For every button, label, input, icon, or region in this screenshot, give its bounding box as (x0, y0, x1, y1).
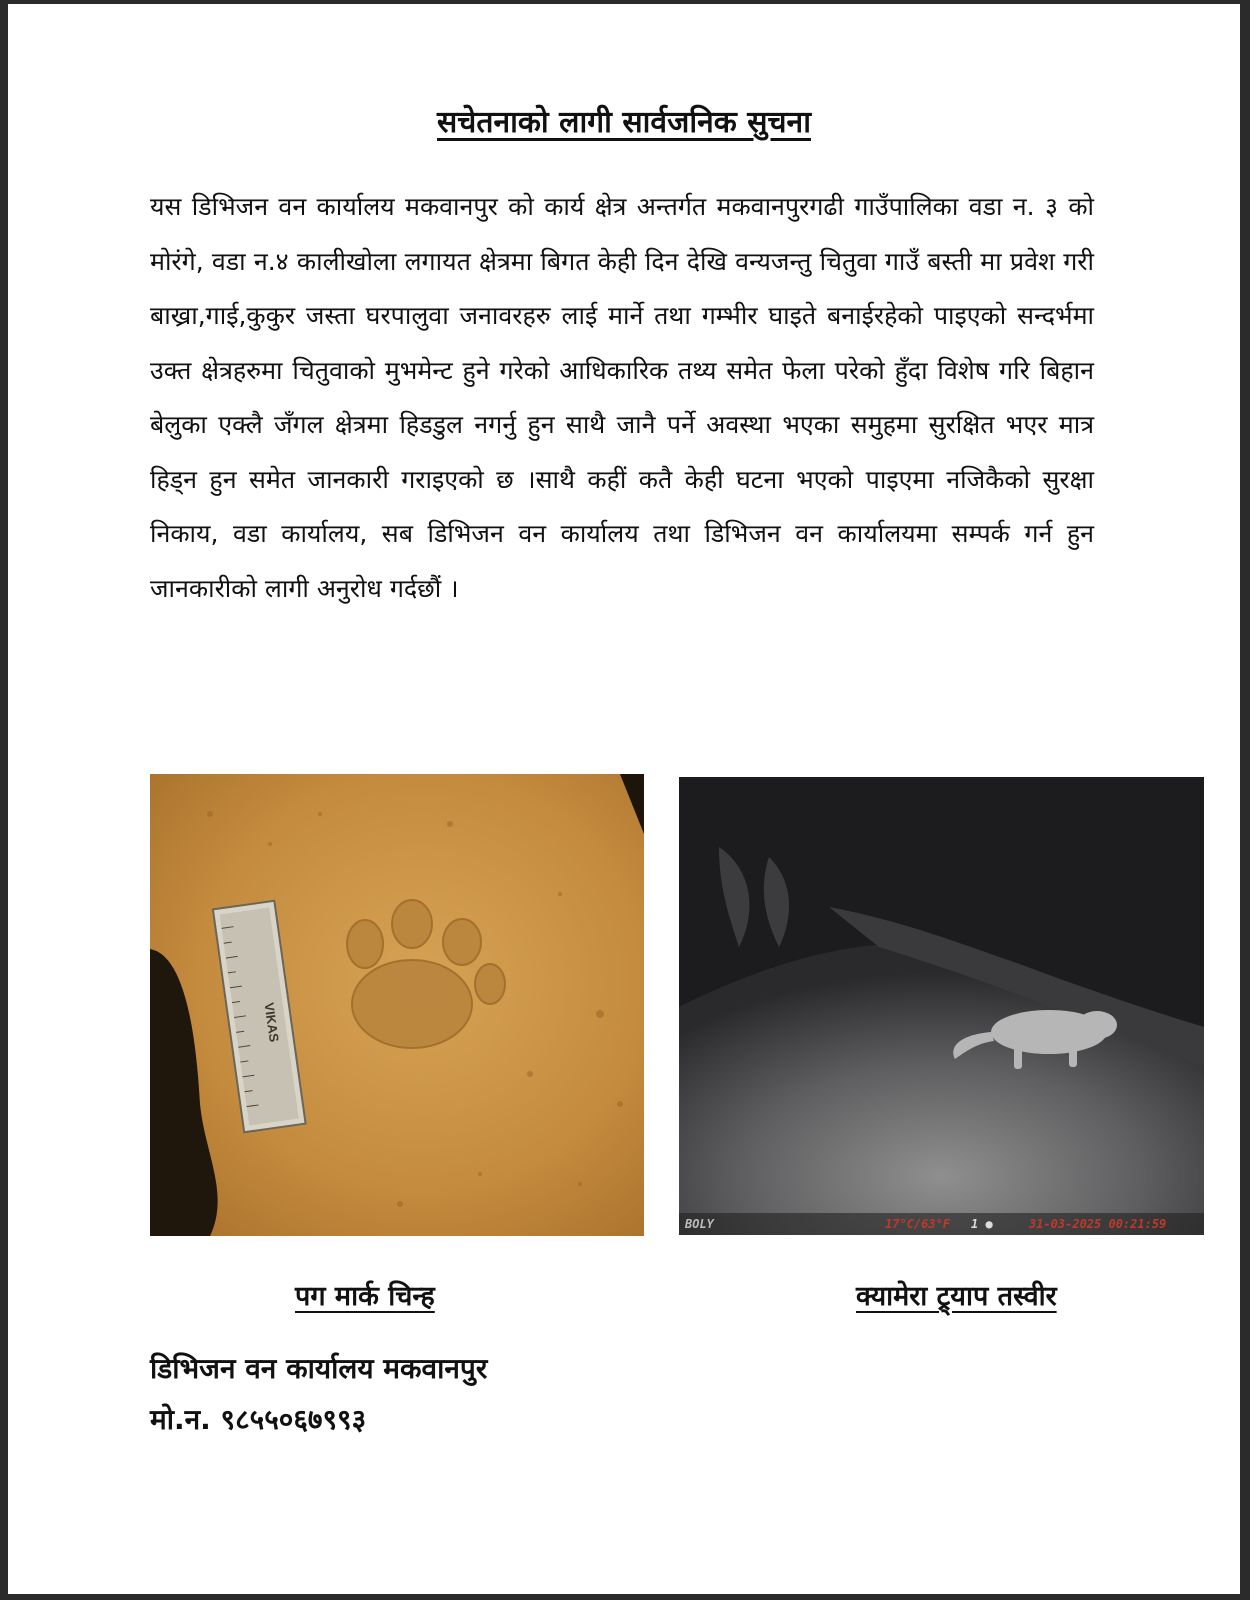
camera-timestamp: 31-03-2025 00:21:59 (1029, 1217, 1167, 1231)
phone-number: मो.न. ९८५५०६७९९३ (150, 1403, 367, 1436)
notice-page (8, 4, 1240, 1594)
camera-trap-image (679, 777, 1204, 1235)
notice-title: सचेतनाको लागी सार्वजनिक सुचना (437, 105, 811, 140)
notice-body: यस डिभिजन वन कार्यालय मकवानपुर को कार्य क्षेत्र अन्तर्गत मकवानपुरगढी गाउँपालिका वडा न. ३ को मोरंगे, वडा न.४ कालीखोला लगायत क्षेत्रमा बिगत केही दिन देखि वन्यजन्तु चितुवा गाउँ बस्ती मा प्रवेश गरी बाख्रा,गाई,कुकुर जस्ता घरपालुवा जनावरहरु लाई मार्ने तथा गम्भीर घाइते बनाईरहेको पाइएको सन्दर्भमा उक्त क्षेत्रहरुमा चितुवाको मुभमेन्ट हुने गरेको आधिकारिक तथ्य समेत फेला परेको हुँदा विशेष गरि बिहान बेलुका एक्लै जँगल क्षेत्रमा हिडडुल नगर्नु हुन साथै जानै पर्ने अवस्था भएका समुहमा सुरक्षित भएर मात्र हिड्न हुन समेत जानकारी गराइएको छ ।साथै कहीं कतै केही घटना भएको पाइएमा नजिकैको सुरक्षा निकाय, वडा कार्यालय, सब डिभिजन वन कार्यालय तथा डिभिजन वन कार्यालयमा सम्पर्क गर्न हुन जानकारीको लागी अनुरोध गर्दछौं । (150, 192, 1094, 603)
camera-brand: BOLY (685, 1217, 714, 1231)
office-name: डिभिजन वन कार्यालय मकवानपुर (150, 1352, 488, 1385)
camera-moon-icon: 1 ● (971, 1217, 993, 1231)
camera-trap-photo (679, 777, 1204, 1235)
camera-temperature: 17°C/63°F (885, 1217, 951, 1231)
ruler-label: VIKAS (261, 1001, 282, 1044)
pug-mark-photo (150, 774, 644, 1236)
camera-trap-caption: क्यामेरा ट्र्याप तस्वीर (856, 1281, 1057, 1312)
pug-mark-image (150, 774, 644, 1236)
pug-mark-caption: पग मार्क चिन्ह (295, 1281, 435, 1312)
